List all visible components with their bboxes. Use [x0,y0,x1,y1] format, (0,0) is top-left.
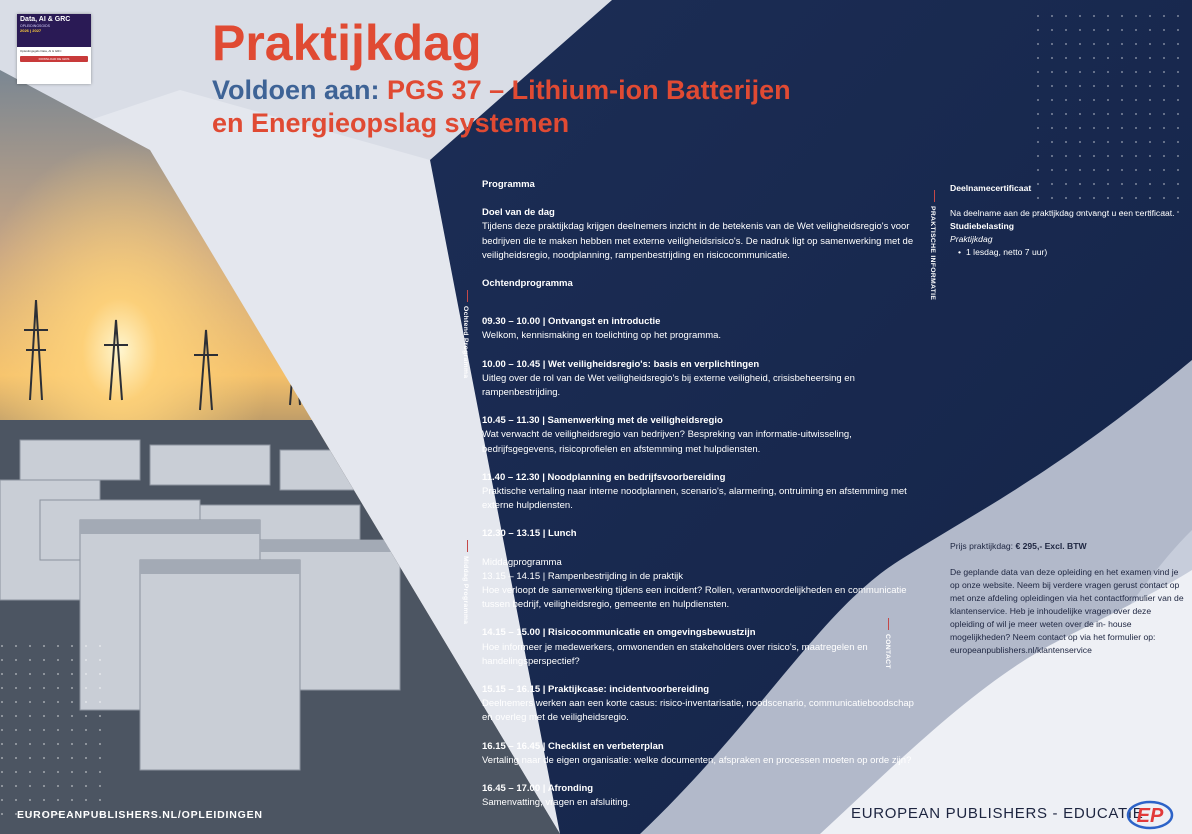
cover-header [17,14,91,47]
cover-title: Data, AI & GRC [20,16,71,23]
price-label: Prijs praktijkdag: [950,541,1014,551]
session-item [482,358,922,401]
practical-info-label: PRAKTISCHE INFORMATIE [929,206,936,301]
morning-divider [467,290,468,302]
session-title: 16.15 – 16.45 | Checklist en verbeterplan [482,740,664,752]
study-load-list [950,246,1180,259]
page-subtitle [212,74,912,140]
session-title: 16.45 – 17.00 | Afronding [482,783,594,795]
session-text: Samenvatting, vragen en afsluiting. [482,797,631,809]
footer-url-link[interactable]: EUROPEANPUBLISHERS.NL/OPLEIDINGEN [17,809,263,821]
cover-subtitle: OPLEIDINGSGIDS [20,24,50,28]
cover-download-button[interactable]: DOWNLOAD DE GIDS [20,56,88,62]
program-content [482,178,922,811]
ep-logo-icon [1126,800,1174,830]
afternoon-divider [467,540,468,552]
guide-cover-thumbnail[interactable] [17,14,91,84]
session-title: 13.15 – 14.15 | Rampenbestrijding in de praktijk [482,570,684,582]
program-heading: Programma [482,179,535,190]
practical-info [950,182,1180,259]
session-item [482,527,922,541]
practical-divider [934,190,935,202]
afternoon-program-label: Middag Programma [462,556,469,625]
session-text: Uitleg over de rol van de Wet veiligheidsregio's bij externe veiligheid, crisisbeheersing en rampenbestrijding. [482,372,855,399]
contact-text: De geplande data van deze opleiding en het examen vind je op onze website. Neem bij verdere vragen gerust contact op met onze afdeling opleidingen via het contactformulier van de klantenservice. Heb je inhoudelijke vragen over deze opleiding of wil je meer weten over de in- house mogelijkheden? Neem contact op via het formulier op: europeanpublishers.nl/klantenservice [950,567,1184,655]
cover-text: Opleidingsgids Data, AI & GRC [20,49,62,53]
afternoon-heading: Middagprogramma [482,556,562,568]
morning-program-label: Ochtend Programma [462,306,469,379]
footer-brand: EUROPEAN PUBLISHERS - EDUCATIE [851,805,1144,822]
subtitle-main: PGS 37 – Lithium-ion Batterijen [387,75,791,105]
session-text: Praktische vertaling naar interne noodplannen, scenario's, alarmering, ontruiming en afstemming met externe hulpdiensten. [482,486,907,512]
morning-heading: Ochtendprogramma [482,278,573,290]
session-item [482,570,922,613]
session-text: Hoe informeer je medewerkers, omwonenden en stakeholders over risico's, maatregelen en handelingsperspectief? [482,641,868,667]
goal-text: Tijdens deze praktijkdag krijgen deelnemers inzicht in de betekenis van de Wet veiligheidsregio's voor bedrijven die te maken hebben met externe veiligheidsrisico's. De nadruk ligt op samenwerking met de veiligheidsregio, noodplanning, rampenbestrijding en risicocommunicatie. [482,221,914,261]
goal-heading: Doel van de dag [482,207,555,219]
page-title: Praktijkdag [212,15,482,71]
session-text: Hoe verloopt de samenwerking tijdens een incident? Rollen, verantwoordelijkheden en communicatie tussen bedrijf, veiligheidsregio, gemeente en hulpdiensten. [482,585,907,611]
certificate-heading: Deelnamecertificaat [950,183,1032,193]
study-load-type: Praktijkdag [950,234,993,244]
session-text: Deelnemers werken aan een korte casus: risico-inventarisatie, noodscenario, communicatieboodschap en overleg met de veiligheidsregio. [482,698,914,724]
logo-text: EP [1136,805,1164,827]
session-item [482,471,922,514]
session-item [482,683,922,726]
session-title: 09.30 – 10.00 | Ontvangst en introductie [482,316,661,328]
subtitle-line2: en Energieopslag systemen [212,108,570,138]
session-item [482,315,922,343]
session-text: Wat verwacht de veiligheidsregio van bedrijven? Bespreking van informatie-uitwisseling, bedrijfsgegevens, risicoprofielen en afstemming met hulpdiensten. [482,429,852,455]
session-title: 10.00 – 10.45 | Wet veiligheidsregio's: basis en verplichtingen [482,358,760,370]
cover-year: 2026 | 2027 [20,28,42,33]
session-title: 14.15 – 15.00 | Risicocommunicatie en omgevingsbewustzijn [482,627,756,639]
study-load-heading: Studiebelasting [950,221,1014,231]
session-item [482,626,922,669]
study-load-item: • 1 lesdag, netto 7 uur) [958,246,1180,259]
session-title: 10.45 – 11.30 | Samenwerking met de veiligheidsregio [482,415,723,427]
session-item [482,740,922,768]
session-title: 12.30 – 13.15 | Lunch [482,528,577,540]
session-text: Welkom, kennismaking en toelichting op het programma. [482,330,722,342]
price-line [950,540,1185,553]
session-title: 15.15 – 16.15 | Praktijkcase: incidentvoorbereiding [482,684,710,696]
session-title: 11.40 – 12.30 | Noodplanning en bedrijfsvoorbereiding [482,471,726,483]
contact-label: CONTACT [884,634,891,669]
price-value: € 295,- Excl. BTW [1015,541,1087,551]
certificate-text: Na deelname aan de praktijkdag ontvangt u een certificaat. [950,208,1175,218]
contact-block [950,540,1185,657]
session-item [482,414,922,457]
subtitle-prefix: Voldoen aan: [212,75,380,105]
session-text: Vertaling naar de eigen organisatie: welke documenten, afspraken en processen moeten op orde zijn? [482,754,912,766]
